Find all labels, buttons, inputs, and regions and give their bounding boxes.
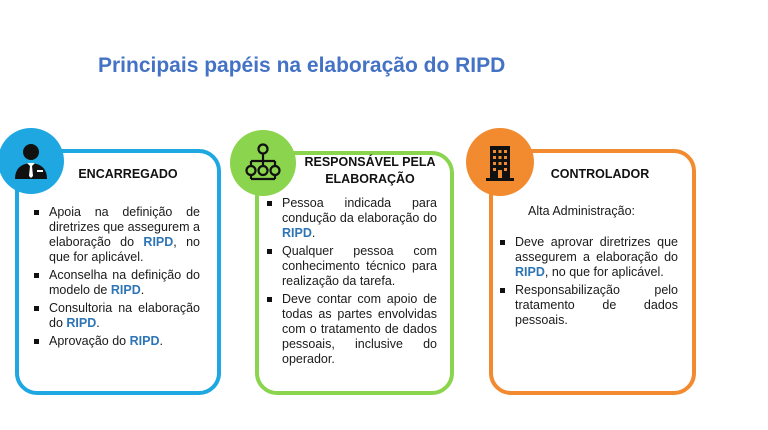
card-heading: CONTROLADOR bbox=[550, 167, 650, 181]
list-item: Aprovação do RIPD. bbox=[31, 334, 200, 349]
page-title: Principais papéis na elaboração do RIPD bbox=[98, 54, 506, 77]
list-item: Responsabilização pelo tratamento de dados pessoais. bbox=[497, 283, 678, 328]
card-heading: RESPONSÁVEL PELA ELABORAÇÃO bbox=[304, 155, 436, 186]
card-subheading: Alta Administração: bbox=[528, 204, 635, 218]
list-item: Consultoria na elaboração do RIPD. bbox=[31, 301, 200, 331]
businessman-icon bbox=[0, 128, 64, 194]
card-heading: ENCARREGADO bbox=[78, 167, 178, 181]
building-icon bbox=[466, 128, 534, 196]
bullet-list bbox=[497, 235, 678, 331]
list-item: Deve contar com apoio de todas as partes envolvidas com o tratamento de dados pessoais, inclusive do operador. bbox=[264, 292, 437, 367]
list-item: Apoia na definição de diretrizes que assegurem a elaboração do RIPD, no que for aplicável. bbox=[31, 205, 200, 265]
bullet-list bbox=[264, 196, 437, 370]
list-item: Deve aprovar diretrizes que assegurem a elaboração do RIPD, no que for aplicável. bbox=[497, 235, 678, 280]
list-item: Pessoa indicada para condução da elaboração do RIPD. bbox=[264, 196, 437, 241]
list-item: Aconselha na definição do modelo de RIPD. bbox=[31, 268, 200, 298]
bullet-list bbox=[31, 205, 200, 352]
hierarchy-icon bbox=[230, 130, 296, 196]
list-item: Qualquer pessoa com conhecimento técnico para realização da tarefa. bbox=[264, 244, 437, 289]
